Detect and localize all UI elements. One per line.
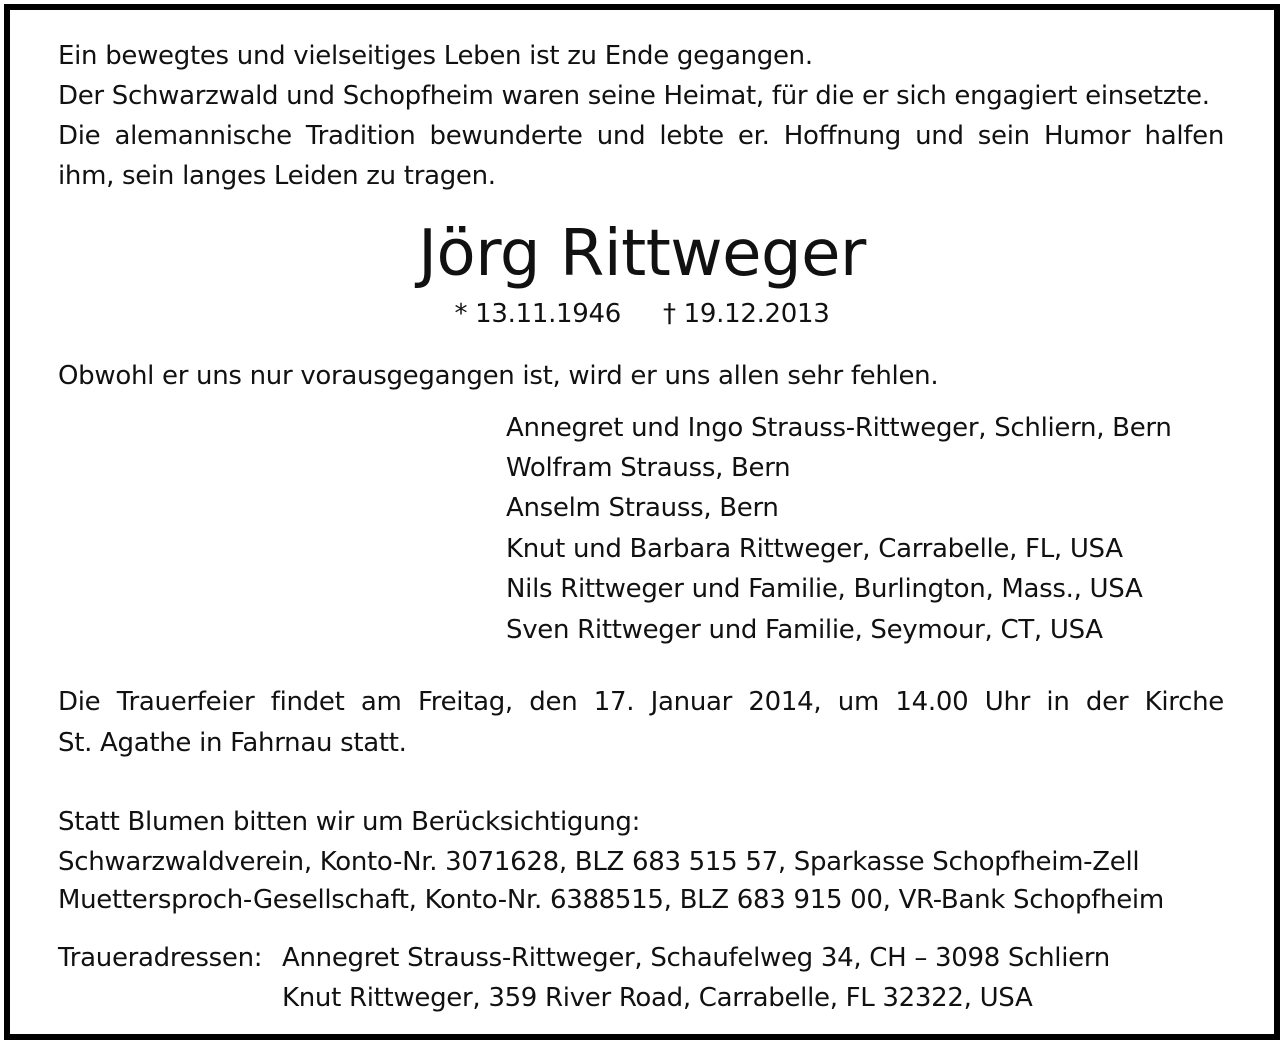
intro-line-4: ihm, sein langes Leiden zu tragen. [58,161,496,191]
donation-heading: Statt Blumen bitten wir um Berücksichtigung: [58,807,641,837]
mourner-line: Anselm Strauss, Bern [506,493,779,523]
obituary-notice [10,10,1274,1034]
mourner-line: Knut und Barbara Rittweger, Carrabelle, FL, USA [506,534,1123,564]
intro-line-1: Ein bewegtes und vielseitiges Leben ist zu Ende gegangen. [58,41,813,71]
intro-line-3: Die alemannische Tradition bewunderte und lebte er. Hoffnung und sein Humor halfen [58,121,1224,151]
mourner-line: Wolfram Strauss, Bern [506,453,791,483]
mourner-line: Nils Rittweger und Familie, Burlington, Mass., USA [506,574,1143,604]
life-dates [10,298,1274,330]
addresses-label: Traueradressen: [58,943,263,973]
address-line: Knut Rittweger, 359 River Road, Carrabelle, FL 32322, USA [282,983,1033,1013]
mourner-line: Sven Rittweger und Familie, Seymour, CT, USA [506,615,1103,645]
address-line: Annegret Strauss-Rittweger, Schaufelweg 34, CH – 3098 Schliern [282,943,1110,973]
donation-line: Schwarzwaldverein, Konto-Nr. 3071628, BLZ 683 515 57, Sparkasse Schopfheim-Zell [58,847,1140,877]
service-line-1: Die Trauerfeier findet am Freitag, den 17. Januar 2014, um 14.00 Uhr in der Kirche [58,687,1224,717]
deceased-name: Jörg Rittweger [418,217,866,291]
birth-date: * 13.11.1946 [454,299,621,329]
death-date: † 19.12.2013 [663,299,830,329]
intro-line-2: Der Schwarzwald und Schopfheim waren seine Heimat, für die er sich engagiert einsetzte. [58,81,1210,111]
donation-line: Muettersproch-Gesellschaft, Konto-Nr. 6388515, BLZ 683 915 00, VR-Bank Schopfheim [58,885,1164,915]
closing-line: Obwohl er uns nur vorausgegangen ist, wird er uns allen sehr fehlen. [58,361,939,391]
service-line-2: St. Agathe in Fahrnau statt. [58,728,407,758]
mourner-line: Annegret und Ingo Strauss-Rittweger, Schliern, Bern [506,413,1172,443]
obituary-frame [4,4,1280,1040]
